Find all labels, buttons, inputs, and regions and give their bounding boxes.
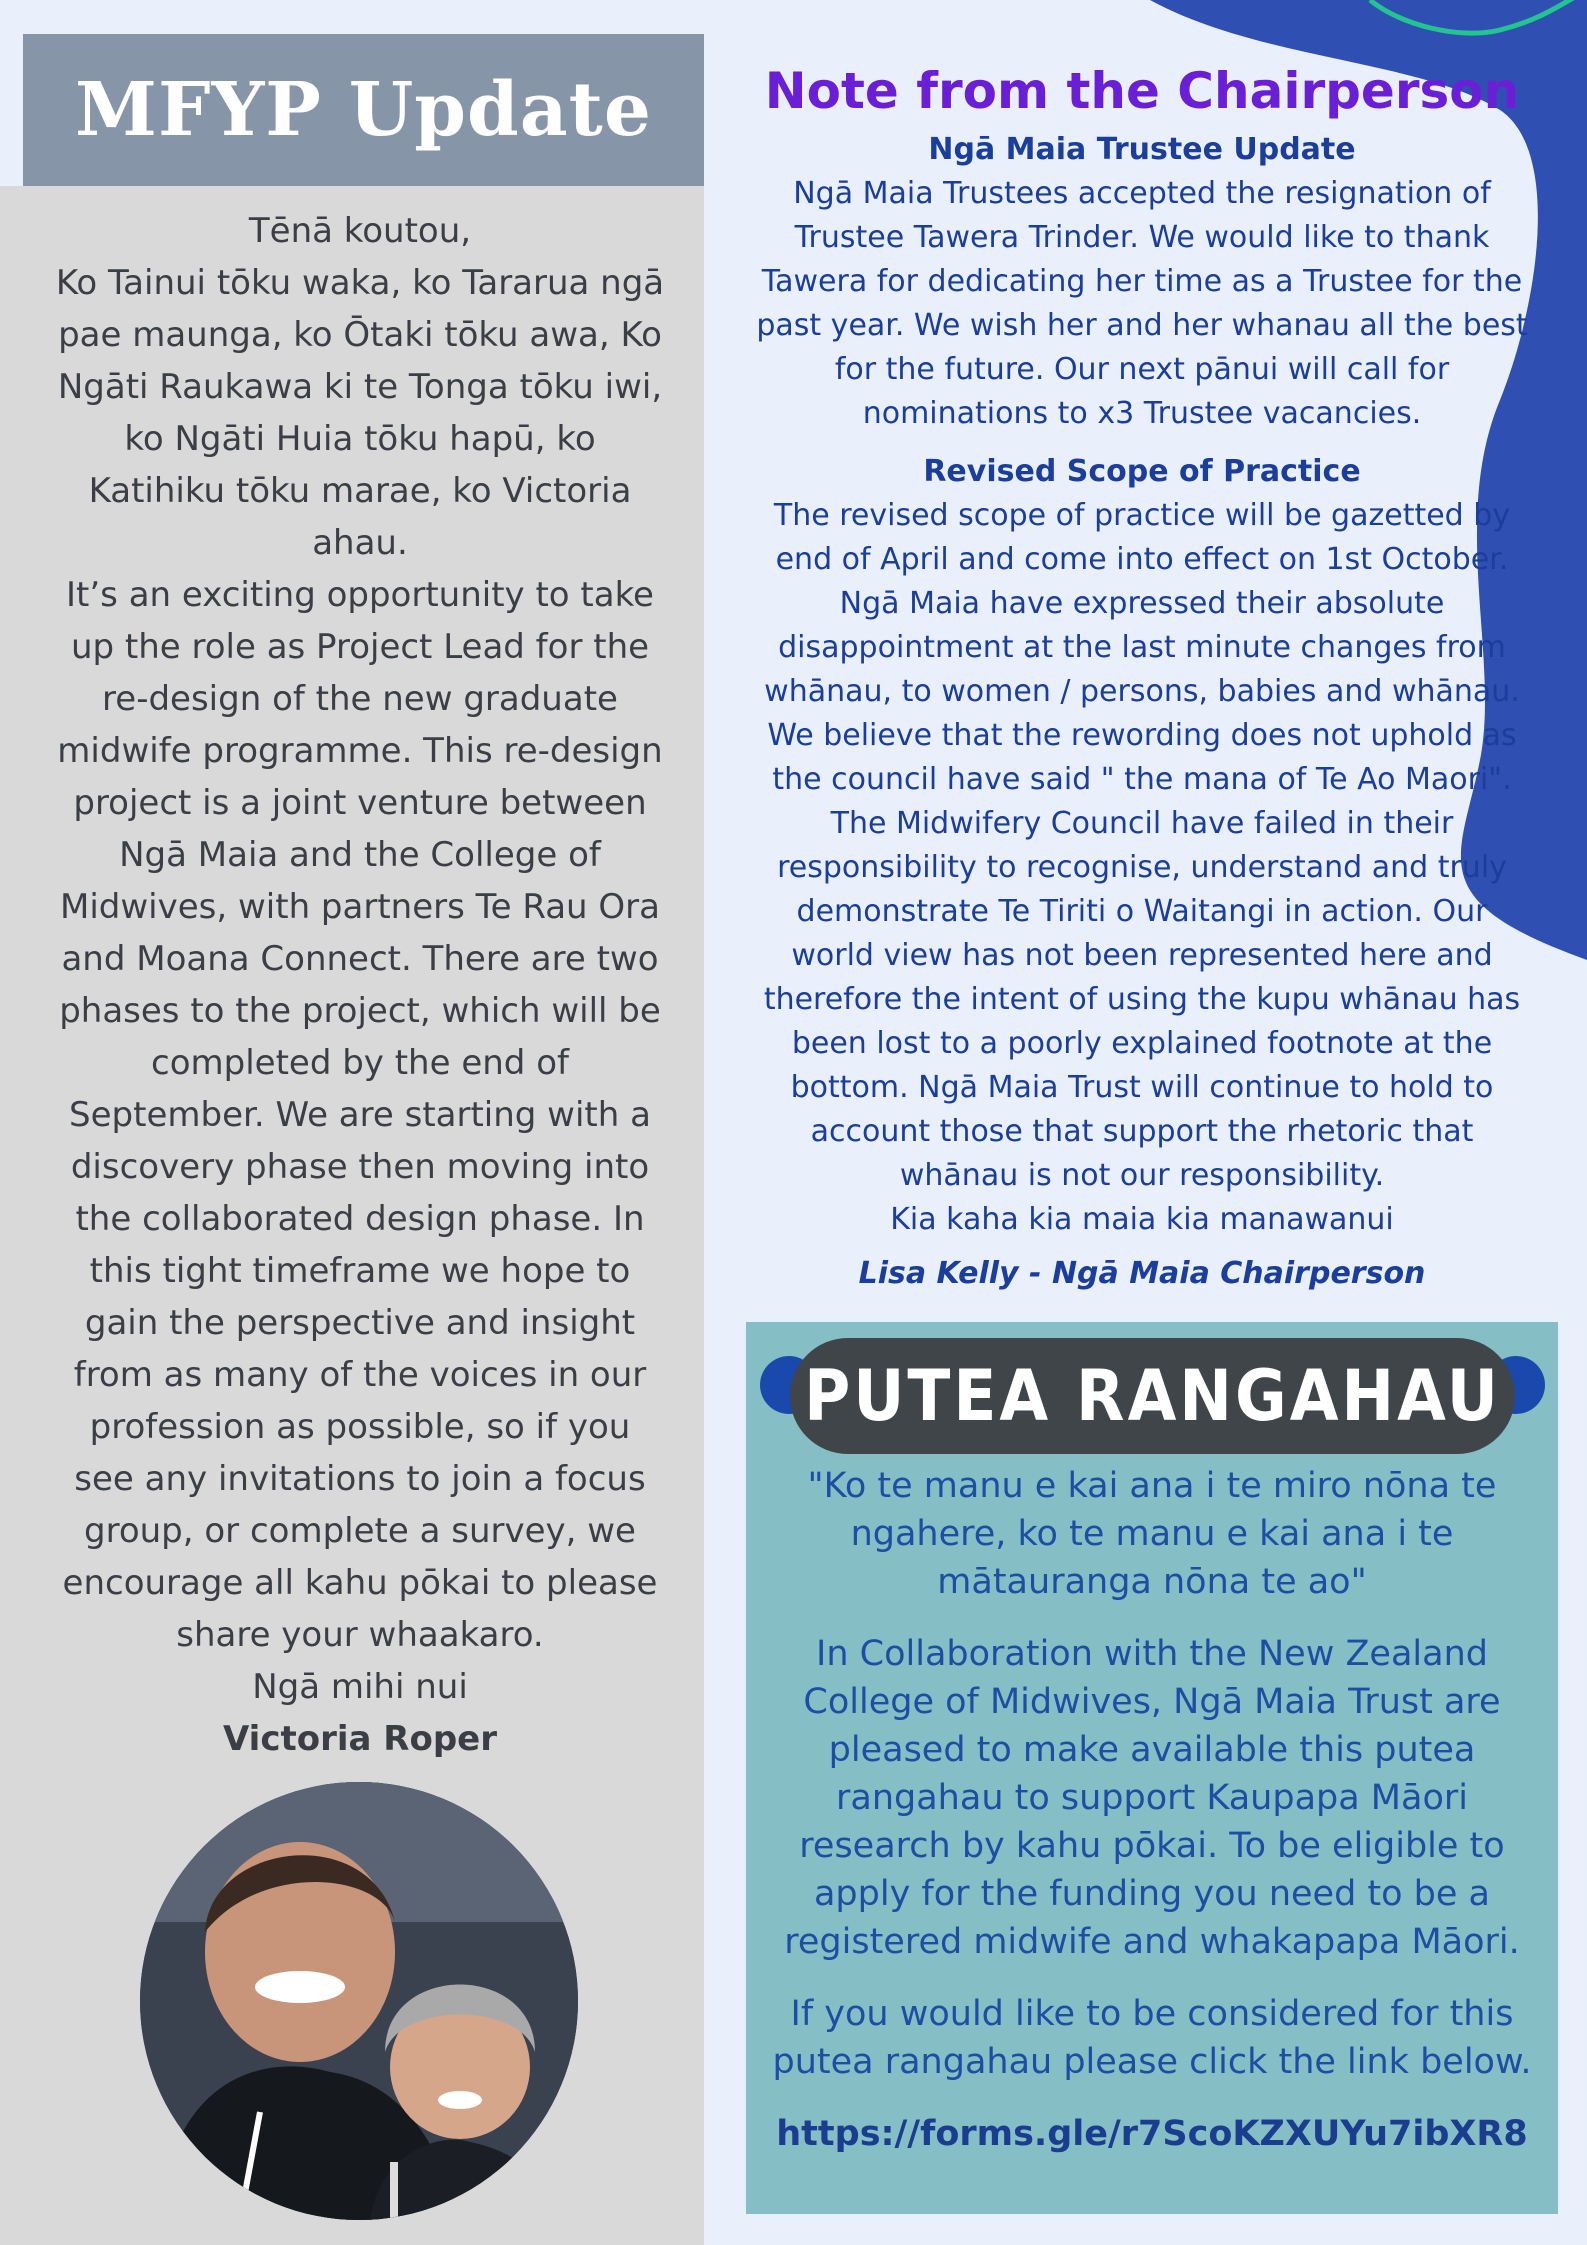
putea-title: PUTEA RANGAHAU (804, 1355, 1501, 1437)
putea-quote: "Ko te manu e kai ana i te miro nōna te ngahere, ko te manu e kai ana i te mātauranga nōna te ao" (807, 1466, 1497, 1602)
mfyp-signoff: Victoria Roper (222, 1719, 498, 1759)
mfyp-project-paragraph: It’s an exciting opportunity to take up the role as Project Lead for the re-design of the new graduate midwife programme. This re-design project is a joint venture between Ngā Maia and the College of Midwives, with partners Te Rau Ora and Moana Connect. There are two phases to the project, which will be completed by the end of September. We are starting with a discovery phase then moving into the collaborated design phase. In this tight timeframe we hope to gain the perspective and insight from as many of the voices in our profession as possible, so if you see any invitations to join a focus group, or complete a survey, we encourage all kahu pōkai to please share your whaakaro. (57, 575, 663, 1655)
scope-text: The revised scope of practice will be gazetted by end of April and come into effect on 1st October. Ngā Maia have expressed their absolute disappointment at the last minute changes from whānau, to women / persons, babies and whānau. We believe that the rewording does not uphold as the council have said " the mana of Te Ao Maori". The Midwifery Council have failed in their responsibility to recognise, understand and truly demonstrate Te Tiriti o Waitangi in action. Our world view has not been represented here and therefore the intent of using the kupu whānau has been lost to a poorly explained footnote at the bottom. Ngā Maia Trust will continue to hold to account those that support the rhetoric that whānau is not our responsibility. (763, 498, 1521, 1193)
portrait-photo-icon (140, 1782, 578, 2220)
trustee-update-heading: Ngā Maia Trustee Update (928, 132, 1356, 167)
mfyp-title: MFYP Update (75, 67, 652, 153)
mfyp-closing: Ngā mihi nui (252, 1667, 468, 1707)
mfyp-body (55, 205, 665, 1765)
mfyp-pepeha: Ko Tainui tōku waka, ko Tararua ngā pae maunga, ko Ōtaki tōku awa, Ko Ngāti Raukawa ki te Tonga tōku iwi, ko Ngāti Huia tōku hapū, ko Katihiku tōku marae, ko Victoria ahau. (55, 263, 665, 563)
mfyp-greeting: Tēnā koutou, (248, 211, 472, 251)
putea-form-link[interactable]: https://forms.gle/r7ScoKZXUYu7ibXR8 (776, 2114, 1528, 2154)
putea-cta: If you would like to be considered for this putea rangahau please click the link below. (772, 1994, 1532, 2082)
trustee-update-text: Ngā Maia Trustees accepted the resignation of Trustee Tawera Trinder. We would like to thank Tawera for dedicating her time as a Trustee for the past year. We wish her and her whanau all the best for the future. Our next pānui will call for nominations to x3 Trustee vacancies. (756, 176, 1528, 431)
putea-title-pill (790, 1338, 1515, 1454)
scope-heading: Revised Scope of Practice (923, 454, 1361, 489)
mfyp-header (23, 34, 704, 186)
putea-body (766, 1462, 1538, 2182)
chairperson-body (752, 128, 1532, 1296)
chairperson-title: Note from the Chairperson (764, 62, 1520, 120)
putea-description: In Collaboration with the New Zealand College of Midwives, Ngā Maia Trust are pleased to make available this putea rangahau to support Kaupapa Māori research by kahu pōkai. To be eligible to apply for the funding you need to be a registered midwife and whakapapa Māori. (784, 1634, 1520, 1962)
chair-signature: Lisa Kelly - Ngā Maia Chairperson (858, 1256, 1426, 1291)
chair-closing: Kia kaha kia maia kia manawanui (890, 1202, 1394, 1237)
